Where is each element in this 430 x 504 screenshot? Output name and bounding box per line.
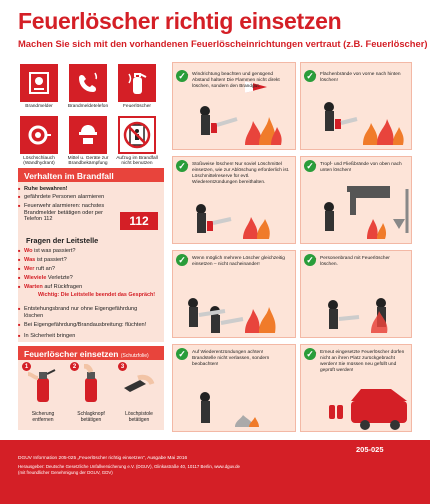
panel-text: ■ Auf Wiederentzündungen achten! Brandstelle nicht verlassen, sondern beobachten! bbox=[192, 350, 288, 368]
brandfall-item: ■ In Sicherheit bringen bbox=[24, 333, 158, 340]
no-elevator-icon bbox=[122, 120, 152, 150]
step-label: Löschpistole betätigen bbox=[125, 411, 153, 423]
warning-icon: ✓ bbox=[176, 348, 188, 360]
sign-label: Brandmeldetelefon bbox=[67, 104, 109, 109]
step-number: 1 bbox=[22, 362, 31, 371]
fragen-item: ■ Was ist passiert? bbox=[24, 257, 67, 264]
sign-fire-phone bbox=[69, 64, 107, 102]
step-number: 2 bbox=[70, 362, 79, 371]
panel-text: ■ Windrichtung beachten und genügend Abstand halten! Die Flammen nicht direkt löschen, sondern den Brandgut. bbox=[192, 72, 288, 90]
ok-check-icon: ✓ bbox=[176, 160, 188, 172]
sign-label: Löschschlauch (Wandhydrant) bbox=[23, 156, 55, 167]
page-title: Feuerlöscher richtig einsetzen bbox=[18, 8, 342, 34]
sign-no-elevator bbox=[118, 116, 156, 154]
document-code: 205-025 bbox=[356, 445, 384, 454]
ok-check-icon: ✓ bbox=[304, 254, 316, 266]
footer-publisher: Herausgeber: Deutsche Gesetzliche Unfallversicherung e.V. (DGUV), Glinkastraße 40, 10117 Berlin, www.dguv.de (mit freundlicher Genehmigung der DGUV, GDV) bbox=[18, 464, 240, 475]
ok-check-icon: ✓ bbox=[304, 70, 316, 82]
emergency-number: 112 bbox=[120, 212, 158, 230]
fragen-item: ■ Wo ist was passiert? bbox=[24, 248, 76, 255]
hose-icon bbox=[24, 120, 54, 150]
step-number: 3 bbox=[118, 362, 127, 371]
brandfall-item: ■ Bei Eigengefährdung/Brandausbreitung: flüchten! bbox=[24, 322, 158, 329]
fire-equipment-icon bbox=[73, 120, 103, 150]
panel-text: ■ Personenbrand mit Feuerlöscher löschen. bbox=[320, 256, 406, 268]
sign-fire-alarm bbox=[20, 64, 58, 102]
sign-extinguisher bbox=[118, 64, 156, 102]
sign-label: Feuerlöscher bbox=[123, 104, 151, 109]
brandfall-heading: Verhalten im Brandfall bbox=[18, 168, 164, 184]
panel-text: ■ Stoßweise löschen! Nur soviel Löschmittel einsetzen, wie zur Ablöschung erforderlich ist. Löschmittelreserve für evtl. Wiederentzündungen bereithalten. bbox=[192, 162, 290, 186]
sign-hose bbox=[20, 116, 58, 154]
panel-text: ■ Erneut eingesetzte Feuerlöscher dürfen nicht an ihren Platz zurückgebracht werden! Sie müssen neu gefüllt und geprüft werden! bbox=[320, 350, 406, 374]
fragen-item: ■ Wer ruft an? bbox=[24, 266, 55, 273]
fire-phone-icon bbox=[73, 68, 103, 98]
footer-line: DGUV Information 205-025 „Feuerlöscher richtig einsetzen", Ausgabe Mai 2016 bbox=[18, 456, 188, 461]
sign-fire-equipment bbox=[69, 116, 107, 154]
fragen-item: ■ Warten auf Rückfragen bbox=[24, 284, 82, 291]
panel-text: ■ Flächenbrände von vorne nach hinten löschen! bbox=[320, 72, 406, 84]
ok-check-icon: ✓ bbox=[304, 160, 316, 172]
einsetzen-heading: Feuerlöscher einsetzen (Schutzfolie) bbox=[18, 346, 164, 362]
brandfall-item: ■ gefährdete Personen alarmieren bbox=[24, 194, 154, 201]
fragen-item: ■ Wieviele Verletzte? bbox=[24, 275, 73, 282]
warning-icon: ✓ bbox=[304, 348, 316, 360]
page-subtitle: Machen Sie sich mit den vorhandenen Feuerlöscheinrichtungen vertraut (z.B. Feuerlöscher) bbox=[18, 38, 428, 49]
brandfall-item: ■ Ruhe bewahren! bbox=[24, 186, 68, 193]
fire-alarm-icon bbox=[24, 68, 54, 98]
brandfall-item: ■ Entstehungsbrand nur ohne Eigengefährdung löschen bbox=[24, 306, 158, 319]
sign-label: Brandmelder bbox=[25, 104, 53, 109]
panel-text: ■ Tropf- und Fließbrände von oben nach unten löschen! bbox=[320, 162, 406, 174]
wichtig-note: Wichtig: Die Leitstelle beendet das Gespräch! bbox=[38, 292, 156, 298]
step-label: Sicherung entfernen bbox=[31, 411, 55, 423]
ok-check-icon: ✓ bbox=[176, 70, 188, 82]
step-label: Schlagknopf betätigen bbox=[77, 411, 105, 423]
panel-text: ■ Wenn möglich mehrere Löscher gleichzeitig einsetzen – nicht nacheinander! bbox=[192, 256, 288, 268]
fragen-heading: Fragen der Leitstelle bbox=[26, 236, 99, 245]
sign-label: Aufzug im Brandfall nicht benutzen bbox=[116, 156, 158, 167]
extinguisher-icon bbox=[122, 68, 152, 98]
brandfall-item: ■ Feuerwehr alarmieren: nachstes Brandmelder betätigen oder per Telefon 112 bbox=[24, 203, 119, 223]
sign-label: Mittel u. Geräte zur Brandbekämpfung bbox=[67, 156, 109, 167]
ok-check-icon: ✓ bbox=[176, 254, 188, 266]
